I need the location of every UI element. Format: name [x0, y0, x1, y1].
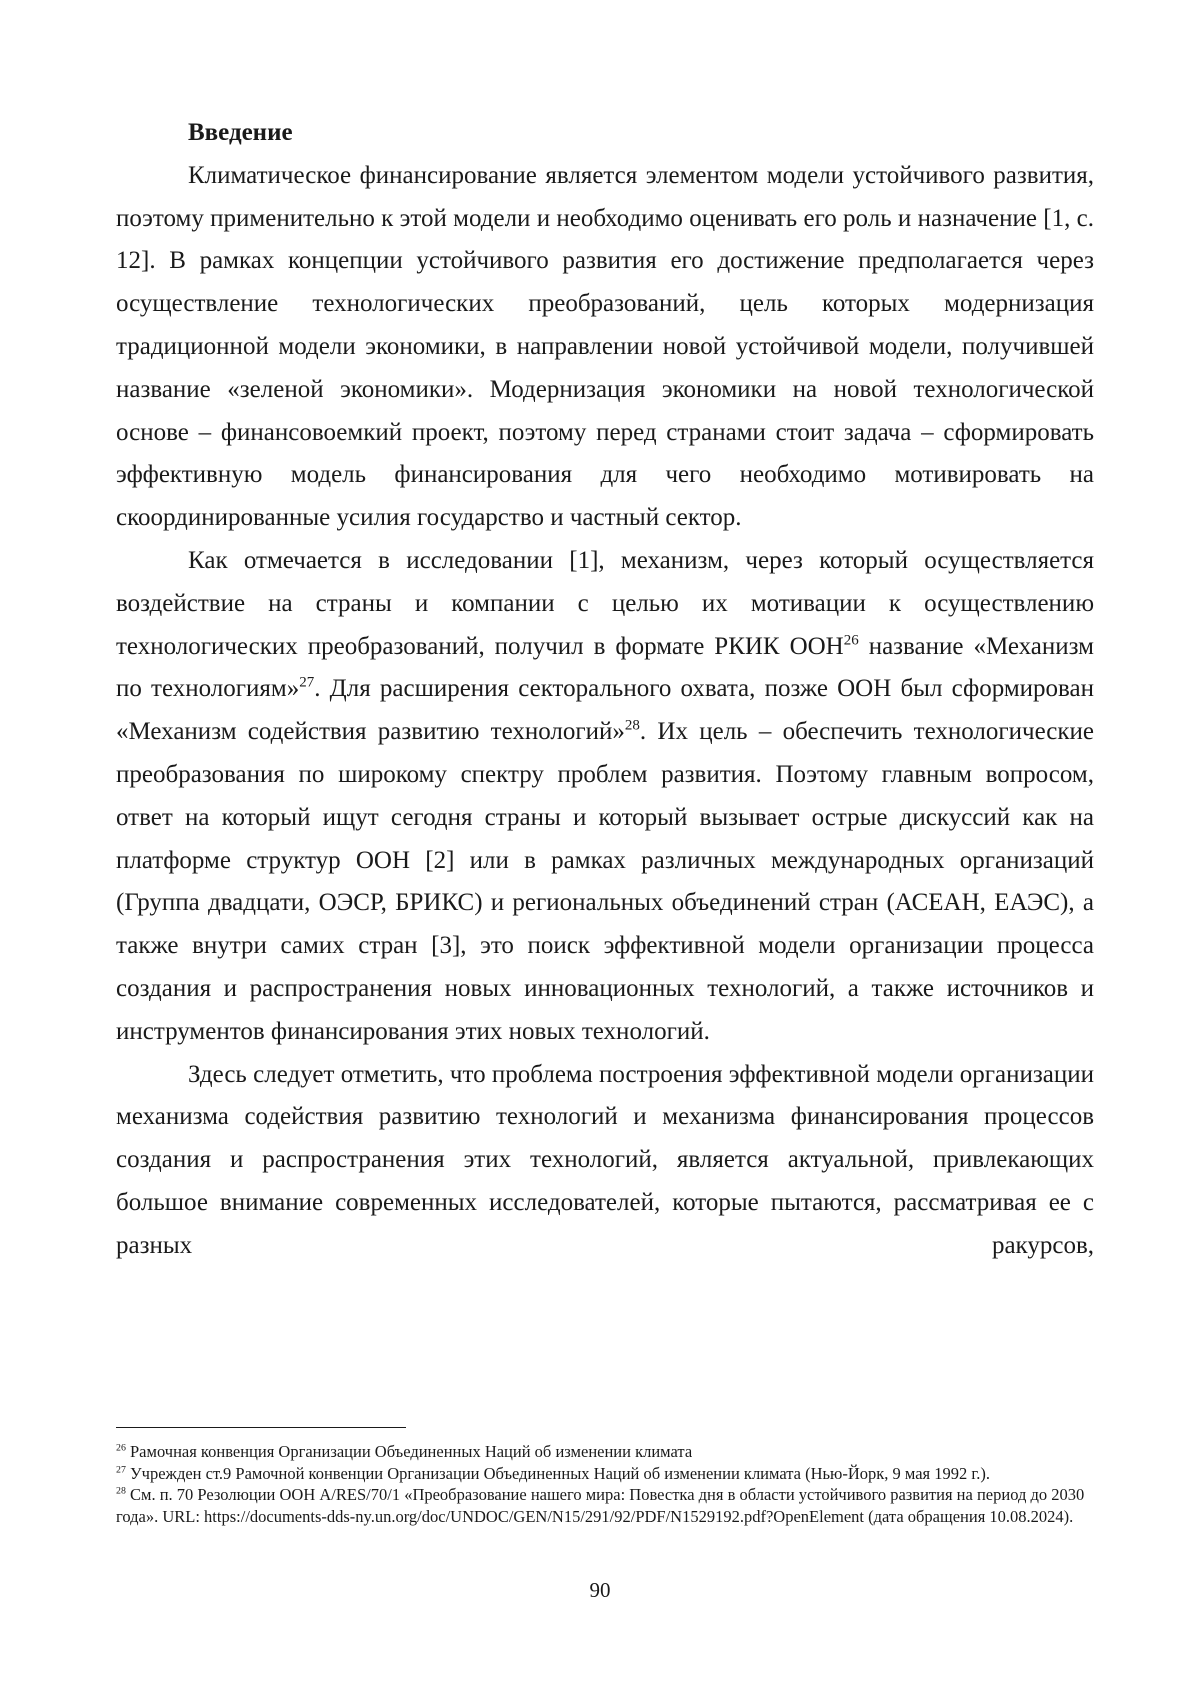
footnote-text: Учрежден ст.9 Рамочной конвенции Организации Объединенных Наций об изменении климата (Нью-Йорк, 9 мая 1992 г.). — [125, 1463, 991, 1483]
footnote-text: См. п. 70 Резолюции ООН A/RES/70/1 «Преобразование нашего мира: Повестка дня в области устойчивого развития на период до 2030 года». URL: https://documents-dds-ny.un.org/doc/UNDOC/GEN/N15/291/92/PDF/N1529192.pdf?OpenElement (дата обращения 10.08.2024). — [116, 1485, 1085, 1526]
paragraph-2-part-2: название «Механизм по технологиям» — [116, 632, 1094, 703]
footnote-number: 27 — [116, 1464, 126, 1475]
footnote-number: 26 — [116, 1442, 126, 1454]
footnote-27 — [116, 1463, 1096, 1485]
paragraph-2-part-3: . Для расширения секторального охвата, позже ООН был сформирован «Механизм содействия развитию технологий» — [116, 675, 1094, 746]
footnotes — [116, 1441, 1096, 1527]
paragraph-2-part-4: . Их цель – обеспечить технологические преобразования по широкому спектру проблем развития. Поэтому главным вопросом, ответ на который ищут сегодня страны и который вызывает острые дискуссий как на платформе структур ООН [2] или в рамках различных международных организаций (Группа двадцати, ОЭСР, БРИКС) и региональных объединений стран (АСЕАН, ЕАЭС), а также внутри самих стран [3], это поиск эффективной модели организации процесса создания и распространения новых инновационных технологий, а также источников и инструментов финансирования этих новых технологий. — [116, 718, 1095, 1045]
footnote-text: Рамочная конвенция Организации Объединенных Наций об изменении климата — [125, 1442, 693, 1461]
footnote-26 — [116, 1441, 1096, 1463]
footnote-ref-28[interactable]: 28 — [624, 717, 640, 734]
footnote-ref-26[interactable]: 26 — [843, 632, 859, 649]
paragraph-2 — [116, 540, 1094, 1054]
page-number: 90 — [589, 1578, 611, 1602]
paragraph-3: Здесь следует отметить, что проблема построения эффективной модели организации механизма содействия развитию технологий и механизма финансирования процессов создания и распространения этих технологий, является актуальной, привлекающих большое внимание современных исследователей, которые пытаются, рассматривая ее с разных ракурсов, — [116, 1060, 1094, 1259]
footnote-ref-27[interactable]: 27 — [299, 675, 315, 692]
footnote-separator — [116, 1427, 406, 1428]
footnote-number: 28 — [116, 1485, 126, 1497]
paragraph-1: Климатическое финансирование является элементом модели устойчивого развития, поэтому применительно к этой модели и необходимо оценивать его роль и назначение [1, с. 12]. В рамках концепции устойчивого развития его достижение предполагается через осуществление технологических преобразований, цель которых модернизация традиционной модели экономики, в направлении новой устойчивой модели, получившей название «зеленой экономики». Модернизация экономики на новой технологической основе – финансовоемкий проект, поэтому перед странами стоит задача – сформировать эффективную модель финансирования для чего необходимо мотивировать на скоординированные усилия государство и частный сектор. — [116, 161, 1094, 532]
section-heading: Введение — [188, 119, 293, 146]
main-text — [116, 112, 1094, 1268]
paragraph-2-part-1: Как отмечается в исследовании [1], механизм, через который осуществляется воздействие на страны и компании с целью их мотивации к осуществлению технологических преобразований, получил в формате РКИК ООН — [116, 546, 1094, 660]
footnote-28 — [116, 1484, 1096, 1527]
